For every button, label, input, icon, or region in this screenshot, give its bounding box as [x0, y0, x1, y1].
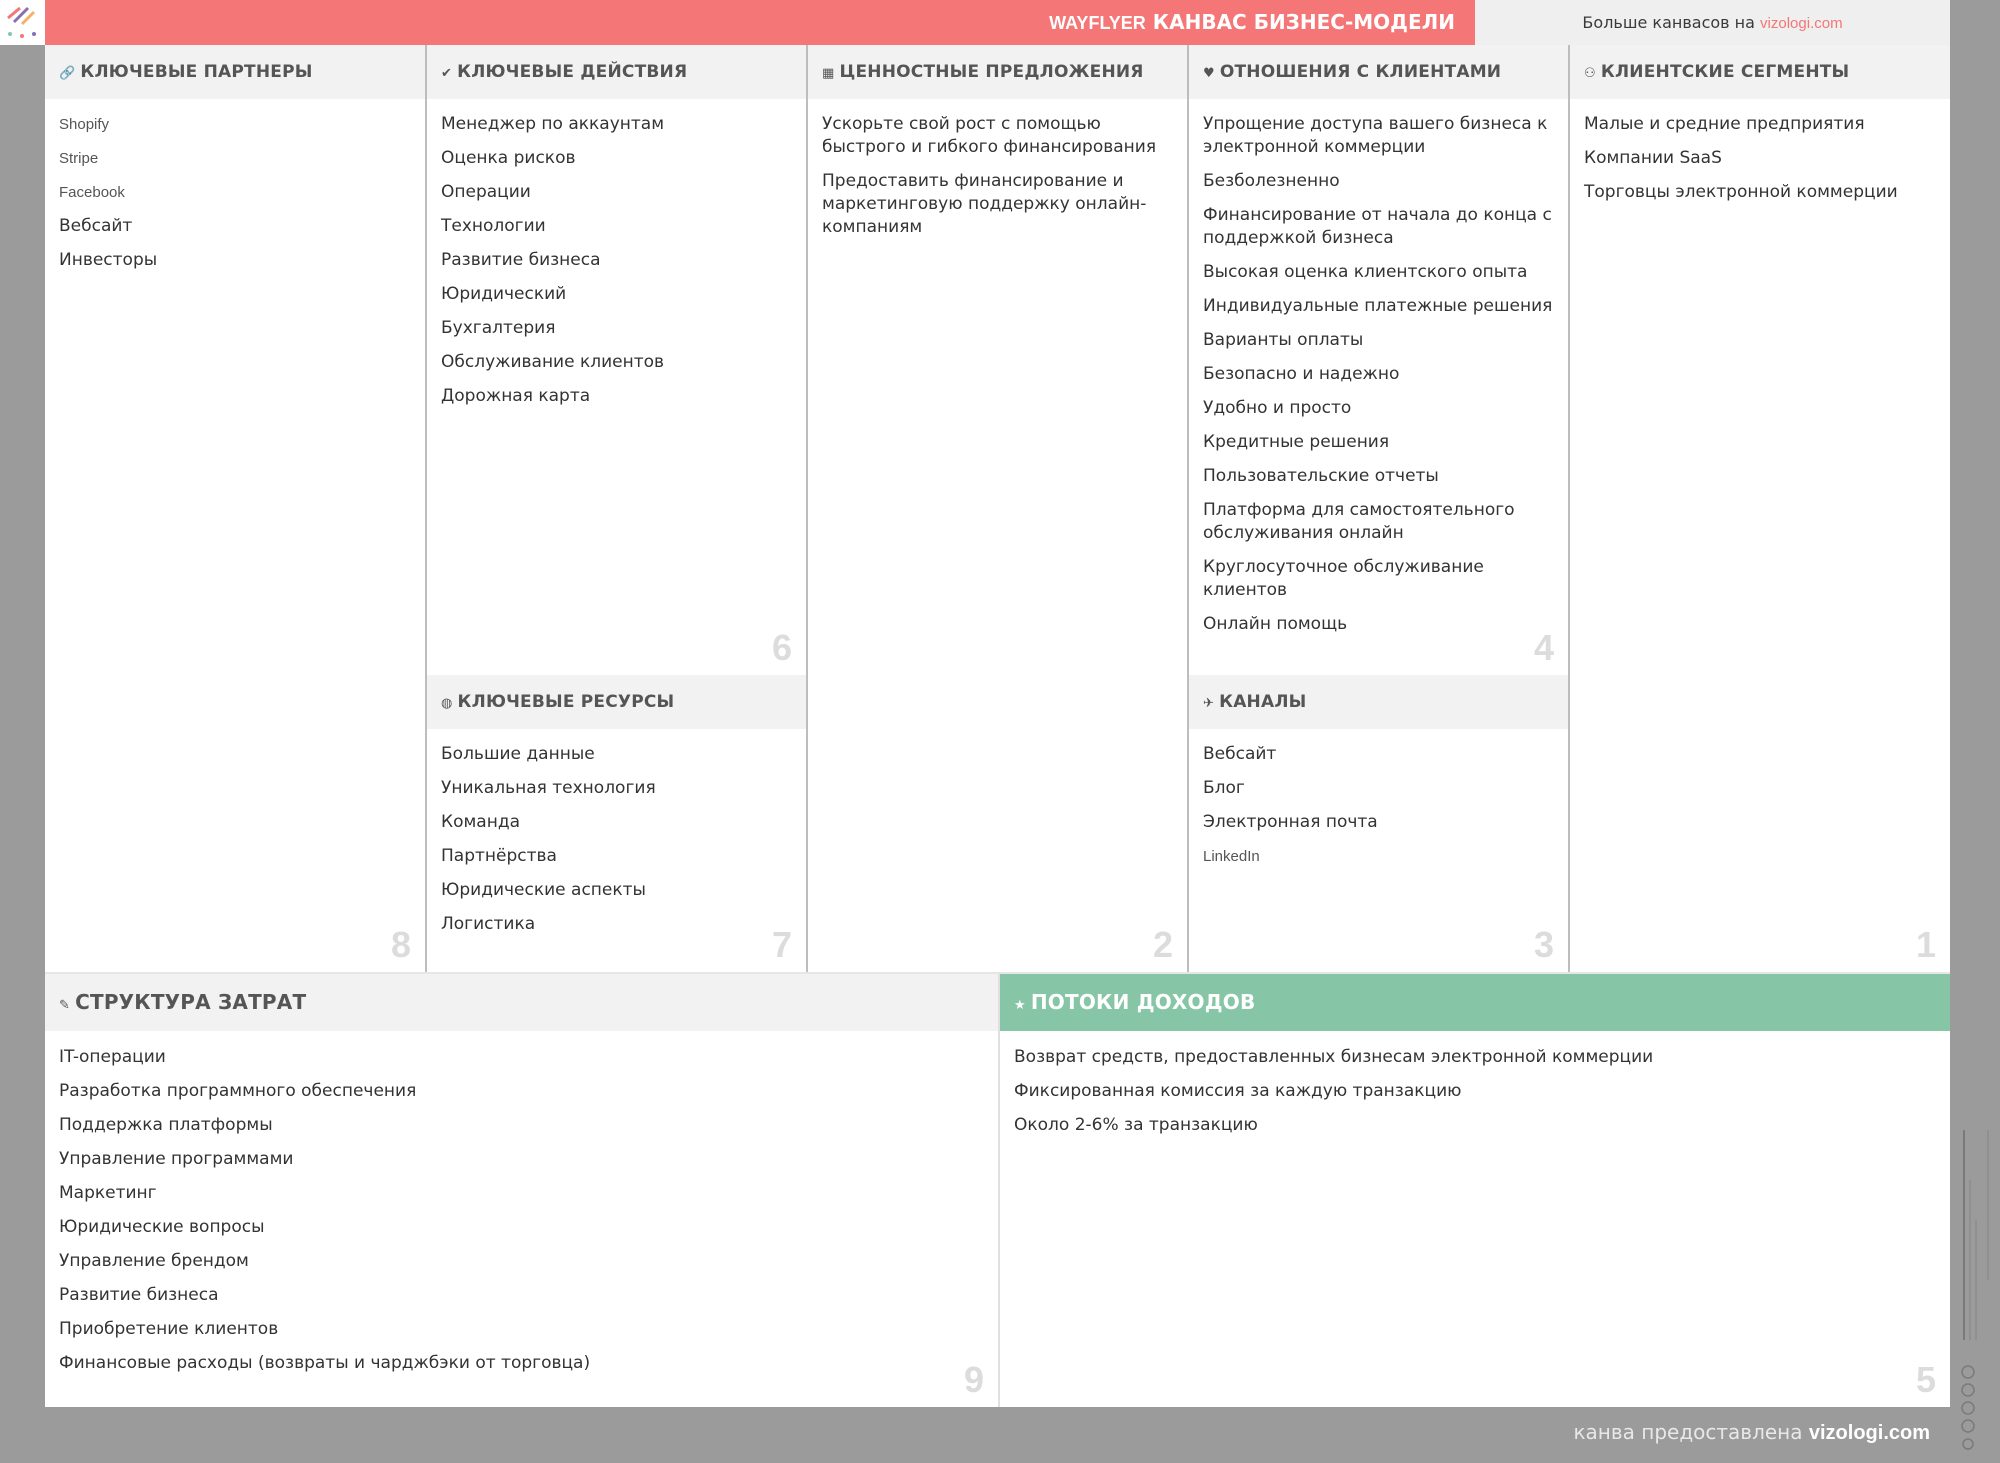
list-item: Приобретение клиентов [59, 1319, 279, 1339]
list-item: Электронная почта [1203, 812, 1378, 832]
panel-key-resources [427, 675, 806, 972]
panel-number: 1 [1915, 924, 1936, 965]
panel-number: 7 [771, 924, 792, 965]
item-list [1584, 113, 1936, 215]
panel-title: КЛЮЧЕВЫЕ РЕСУРСЫ [457, 692, 675, 712]
panel-title: ПОТОКИ ДОХОДОВ [1030, 990, 1256, 1014]
more-canvases-label: Больше канвасов на [1582, 13, 1755, 32]
list-item: Компании SaaS [1584, 148, 1722, 168]
panel-header [427, 675, 806, 729]
list-item: Инвесторы [59, 250, 158, 270]
list-item: Управление программами [59, 1149, 294, 1169]
panel-customer-relationships [1189, 45, 1568, 675]
list-item: Юридические вопросы [59, 1217, 265, 1237]
item-list [441, 743, 792, 947]
list-item: Менеджер по аккаунтам [441, 114, 665, 134]
list-item: Юридические аспекты [441, 880, 646, 900]
panel-cost-structure [45, 974, 998, 1407]
list-item: Shopify [59, 116, 110, 133]
list-item: IT-операции [59, 1047, 166, 1067]
gift-icon: ▦ [822, 66, 835, 81]
list-item: Технологии [441, 216, 546, 236]
more-canvases-link[interactable] [1475, 0, 1950, 45]
credit-site-link[interactable]: vizologi.com [1808, 1422, 1930, 1444]
list-item: Юридический [441, 284, 567, 304]
list-item: Безопасно и надежно [1203, 364, 1400, 384]
item-list [1203, 743, 1554, 879]
panel-number: 3 [1533, 924, 1554, 965]
panel-number: 5 [1915, 1359, 1936, 1400]
list-item: Развитие бизнеса [441, 250, 601, 270]
list-item: Финансирование от начала до конца с поддержкой бизнеса [1203, 205, 1552, 248]
list-item: Команда [441, 812, 520, 832]
panel-key-activities [427, 45, 806, 675]
list-item: Кредитные решения [1203, 432, 1390, 452]
list-item: Вебсайт [59, 216, 133, 236]
list-item: Малые и средние предприятия [1584, 114, 1865, 134]
people-icon: ⚇ [1584, 66, 1596, 81]
list-item: Пользовательские отчеты [1203, 466, 1439, 486]
list-item: Развитие бизнеса [59, 1285, 219, 1305]
panel-title: КАНАЛЫ [1219, 692, 1307, 712]
list-item: Торговцы электронной коммерции [1584, 182, 1898, 202]
panel-title: КЛЮЧЕВЫЕ ДЕЙСТВИЯ [457, 62, 688, 82]
panel-value-propositions [808, 45, 1187, 972]
list-item: Круглосуточное обслуживание клиентов [1203, 557, 1484, 600]
panel-title: СТРУКТУРА ЗАТРАТ [75, 990, 307, 1014]
panel-number: 2 [1152, 924, 1173, 965]
globe-icon: ◍ [441, 696, 453, 711]
panel-channels [1189, 675, 1568, 972]
panel-header [427, 45, 806, 99]
panel-title: ОТНОШЕНИЯ С КЛИЕНТАМИ [1219, 62, 1502, 82]
panel-customer-segments [1570, 45, 1950, 972]
panel-number: 8 [390, 924, 411, 965]
list-item: Маркетинг [59, 1183, 157, 1203]
panel-header [1189, 45, 1568, 99]
panel-title: КЛИЕНТСКИЕ СЕГМЕНТЫ [1600, 62, 1850, 82]
list-item: Управление брендом [59, 1251, 249, 1271]
list-item: LinkedIn [1203, 848, 1260, 865]
item-list [822, 113, 1173, 250]
list-item: Блог [1203, 778, 1245, 798]
footer-credit[interactable] [1573, 1420, 1930, 1445]
list-item: Финансовые расходы (возвраты и чарджбэки от торговца) [59, 1353, 591, 1373]
item-list [1203, 113, 1554, 647]
panel-key-partners [45, 45, 425, 972]
vizologi-logo[interactable] [0, 0, 45, 45]
list-item: Бухгалтерия [441, 318, 556, 338]
list-item: Партнёрства [441, 846, 557, 866]
list-item: Высокая оценка клиентского опыта [1203, 262, 1528, 282]
list-item: Онлайн помощь [1203, 614, 1348, 634]
panel-header [808, 45, 1187, 99]
list-item: Разработка программного обеспечения [59, 1081, 417, 1101]
list-item: Фиксированная комиссия за каждую транзакцию [1014, 1081, 1462, 1101]
list-item: Вебсайт [1203, 744, 1277, 764]
list-item: Платформа для самостоятельного обслуживания онлайн [1203, 500, 1515, 543]
list-item: Операции [441, 182, 531, 202]
star-icon: ★ [1014, 998, 1026, 1013]
list-item: Поддержка платформы [59, 1115, 273, 1135]
panel-title: ЦЕННОСТНЫЕ ПРЕДЛОЖЕНИЯ [839, 62, 1144, 82]
panel-header [45, 974, 998, 1031]
item-list [59, 113, 411, 283]
panel-number: 9 [963, 1359, 984, 1400]
list-item: Индивидуальные платежные решения [1203, 296, 1553, 316]
panel-header [45, 45, 425, 99]
list-item: Варианты оплаты [1203, 330, 1364, 350]
panel-header [1189, 675, 1568, 729]
list-item: Удобно и просто [1203, 398, 1352, 418]
item-list [441, 113, 792, 419]
list-item: Предоставить финансирование и маркетинговую поддержку онлайн-компаниям [822, 171, 1147, 237]
list-item: Stripe [59, 150, 99, 167]
credit-label: канва предоставлена [1573, 1420, 1803, 1444]
panel-revenue-streams [1000, 974, 1950, 1407]
list-item: Логистика [441, 914, 536, 934]
item-list [1014, 1046, 1936, 1148]
list-item: Ускорьте свой рост с помощью быстрого и гибкого финансирования [822, 114, 1157, 157]
list-item: Обслуживание клиентов [441, 352, 665, 372]
panel-title: КЛЮЧЕВЫЕ ПАРТНЕРЫ [80, 62, 313, 82]
title-bar [45, 0, 1475, 45]
tag-icon: ✎ [59, 998, 71, 1013]
list-item: Оценка рисков [441, 148, 576, 168]
license-icons [1952, 1120, 1997, 1450]
list-item: Дорожная карта [441, 386, 591, 406]
canvas-title: КАНВАС БИЗНЕС-МОДЕЛИ [1152, 10, 1455, 34]
link-icon: 🔗 [59, 66, 76, 81]
panel-number: 4 [1533, 627, 1554, 668]
heart-icon: ♥ [1203, 66, 1215, 81]
list-item: Большие данные [441, 744, 595, 764]
panel-header [1000, 974, 1950, 1031]
plane-icon: ✈ [1203, 696, 1215, 711]
item-list [59, 1046, 984, 1386]
logo-icon [0, 0, 45, 45]
company-name: WAYFLYER [1049, 13, 1146, 33]
list-item: Возврат средств, предоставленных бизнесам электронной коммерции [1014, 1047, 1654, 1067]
list-item: Уникальная технология [441, 778, 656, 798]
list-item: Facebook [59, 184, 125, 201]
panel-header [1570, 45, 1950, 99]
panel-number: 6 [771, 627, 792, 668]
list-item: Безболезненно [1203, 171, 1340, 191]
list-item: Около 2-6% за транзакцию [1014, 1115, 1258, 1135]
vizologi-link[interactable]: vizologi.com [1760, 15, 1843, 32]
check-icon: ✔ [441, 66, 453, 81]
license-strip [1952, 1120, 1997, 1450]
list-item: Упрощение доступа вашего бизнеса к электронной коммерции [1203, 114, 1548, 157]
